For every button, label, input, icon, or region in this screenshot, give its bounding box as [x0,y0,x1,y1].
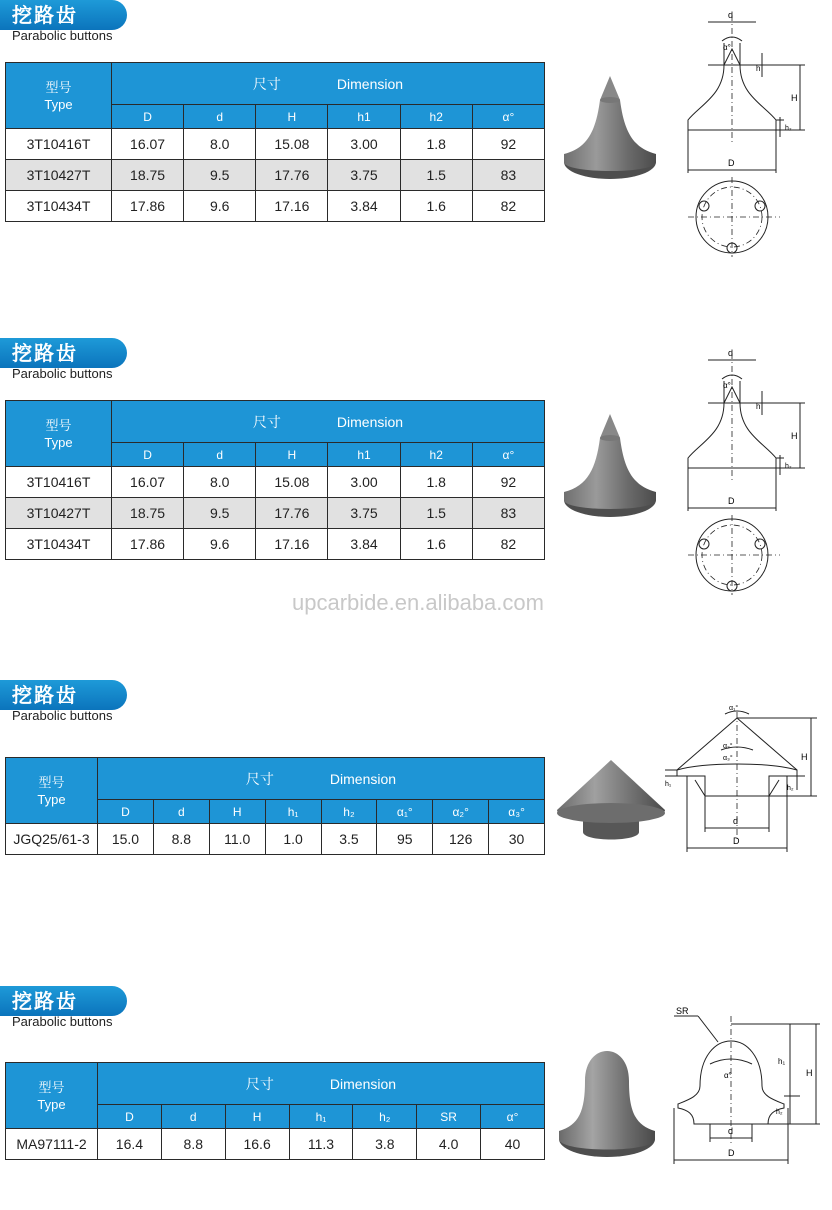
dimension-header [98,1063,545,1105]
section-subtitle: Parabolic buttons [12,1014,113,1029]
cell-value: 18.75 [112,160,184,191]
section-4 [0,986,832,1186]
cell-value: 1.8 [400,129,472,160]
cell-value: 9.6 [184,191,256,222]
label-alpha3: α₃° [723,755,733,762]
cell-value: 1.0 [265,824,321,855]
label-H: H [801,752,808,762]
cell-type: MA97111-2 [6,1129,98,1160]
cell-value: 95 [377,824,433,855]
cell-type: JGQ25/61-3 [6,824,98,855]
label-alpha2: α₂° [723,743,733,750]
column-header: h2 [400,105,472,129]
technical-drawing [665,705,825,860]
column-header: h1 [328,105,400,129]
label-SR: SR [676,1006,689,1016]
dimension-header-en: Dimension [336,413,404,430]
watermark: upcarbide.en.alibaba.com [292,590,544,615]
type-header-cn: 型号 [38,774,65,790]
label-h: h [756,64,761,73]
type-header-cn: 型号 [38,1079,65,1095]
cell-value: 9.5 [184,498,256,529]
label-alpha: α° [723,43,731,52]
cell-value: 82 [472,191,544,222]
label-D: D [733,836,740,846]
cell-value: 92 [472,129,544,160]
label-h2: h₂ [785,125,792,132]
cell-value: 1.5 [400,160,472,191]
cell-type: 3T10434T [6,529,112,560]
table-row [6,1129,545,1160]
column-header: h₂ [353,1105,417,1129]
label-h2: h₂ [776,1109,783,1116]
section-title: 挖路齿 [0,0,127,30]
cell-value: 3.8 [353,1129,417,1160]
spec-table [5,757,545,855]
label-h: h [756,402,761,411]
cell-type: 3T10434T [6,191,112,222]
section-subtitle: Parabolic buttons [12,28,113,43]
label-h1: h₁ [778,1057,786,1066]
column-header: D [98,800,154,824]
cell-value: 3.00 [328,467,400,498]
cell-value: 1.6 [400,191,472,222]
column-header: d [153,800,209,824]
cell-value: 16.07 [112,467,184,498]
type-header-en: Type [37,791,66,807]
cell-value: 8.8 [153,824,209,855]
label-alpha: α° [724,1071,732,1080]
table-row [6,824,545,855]
technical-drawing [670,1006,825,1171]
section-subtitle: Parabolic buttons [12,708,113,723]
cell-value: 16.4 [98,1129,162,1160]
label-D: D [728,496,735,506]
column-header: SR [417,1105,481,1129]
cell-value: 1.5 [400,498,472,529]
cell-value: 17.16 [256,191,328,222]
product-photo [560,70,660,185]
cell-value: 8.0 [184,467,256,498]
type-header-cn: 型号 [45,417,72,433]
column-header: h₁ [289,1105,353,1129]
column-header: H [209,800,265,824]
column-header: D [98,1105,162,1129]
table-row [6,467,545,498]
column-header: H [256,105,328,129]
cell-value: 9.6 [184,529,256,560]
product-photo [553,758,668,843]
column-header: h₂ [321,800,377,824]
cell-type: 3T10416T [6,467,112,498]
section-title: 挖路齿 [0,338,127,368]
cell-value: 15.08 [256,129,328,160]
dimension-header [112,401,545,443]
cell-type: 3T10427T [6,498,112,529]
type-header [6,401,112,467]
type-header-en: Type [37,1096,66,1112]
cell-value: 8.0 [184,129,256,160]
section-2 [0,338,832,598]
cell-value: 3.00 [328,129,400,160]
product-photo [555,1031,660,1161]
label-alpha: α° [723,381,731,390]
dimension-header [98,758,545,800]
cell-value: 15.0 [98,824,154,855]
spec-table [5,62,545,222]
type-header [6,63,112,129]
section-title: 挖路齿 [0,986,127,1016]
dimension-header-cn: 尺寸 [252,75,281,92]
section-title: 挖路齿 [0,680,127,710]
cell-value: 30 [489,824,545,855]
cell-value: 3.75 [328,498,400,529]
label-h2: h₂ [785,463,792,470]
type-header-en: Type [44,434,73,450]
technical-drawing [680,343,810,598]
label-H: H [791,431,798,441]
label-d: d [728,10,734,20]
cell-value: 82 [472,529,544,560]
dimension-header-en: Dimension [336,75,404,92]
column-header: α₂° [433,800,489,824]
dimension-header-en: Dimension [329,770,397,787]
cell-value: 126 [433,824,489,855]
section-subtitle: Parabolic buttons [12,366,113,381]
cell-value: 9.5 [184,160,256,191]
section-3 [0,680,832,870]
column-header: α° [481,1105,545,1129]
product-photo [560,408,660,523]
technical-drawing [680,5,810,260]
table-row [6,191,545,222]
cell-value: 17.16 [256,529,328,560]
cell-value: 92 [472,467,544,498]
table-row [6,160,545,191]
column-header: D [112,105,184,129]
spec-table [5,400,545,560]
section-1 [0,0,832,260]
cell-value: 17.86 [112,529,184,560]
cell-value: 4.0 [417,1129,481,1160]
cell-value: 3.84 [328,529,400,560]
cell-value: 83 [472,160,544,191]
column-header: α° [472,443,544,467]
cell-value: 11.3 [289,1129,353,1160]
cell-value: 11.0 [209,824,265,855]
label-h2: h₂ [787,785,794,792]
column-header: H [225,1105,289,1129]
table-row [6,529,545,560]
dimension-header-cn: 尺寸 [245,1075,274,1092]
label-d: d [733,816,739,826]
cell-value: 3.5 [321,824,377,855]
cell-type: 3T10416T [6,129,112,160]
dimension-header-en: Dimension [329,1075,397,1092]
table-row [6,129,545,160]
cell-value: 8.8 [161,1129,225,1160]
column-header: α₁° [377,800,433,824]
column-header: d [184,105,256,129]
cell-value: 16.6 [225,1129,289,1160]
column-header: h1 [328,443,400,467]
label-D: D [728,158,735,168]
label-d: d [728,348,734,358]
column-header: α₃° [489,800,545,824]
column-header: D [112,443,184,467]
type-header [6,1063,98,1129]
column-header: H [256,443,328,467]
column-header: d [184,443,256,467]
label-D: D [728,1148,735,1158]
dimension-header [112,63,545,105]
dimension-header-cn: 尺寸 [252,413,281,430]
cell-value: 1.6 [400,529,472,560]
cell-type: 3T10427T [6,160,112,191]
cell-value: 83 [472,498,544,529]
cell-value: 16.07 [112,129,184,160]
label-H: H [791,93,798,103]
column-header: h2 [400,443,472,467]
table-row [6,498,545,529]
dimension-header-cn: 尺寸 [245,770,274,787]
cell-value: 40 [481,1129,545,1160]
cell-value: 17.76 [256,498,328,529]
label-d: d [728,1126,734,1136]
label-alpha1: α₁° [729,705,739,712]
label-h1: h₁ [665,781,672,788]
type-header-en: Type [44,96,73,112]
column-header: α° [472,105,544,129]
type-header [6,758,98,824]
cell-value: 3.84 [328,191,400,222]
label-H: H [806,1068,813,1078]
cell-value: 15.08 [256,467,328,498]
spec-table [5,1062,545,1160]
cell-value: 3.75 [328,160,400,191]
cell-value: 18.75 [112,498,184,529]
cell-value: 17.76 [256,160,328,191]
type-header-cn: 型号 [45,79,72,95]
cell-value: 1.8 [400,467,472,498]
cell-value: 17.86 [112,191,184,222]
column-header: h₁ [265,800,321,824]
column-header: d [161,1105,225,1129]
